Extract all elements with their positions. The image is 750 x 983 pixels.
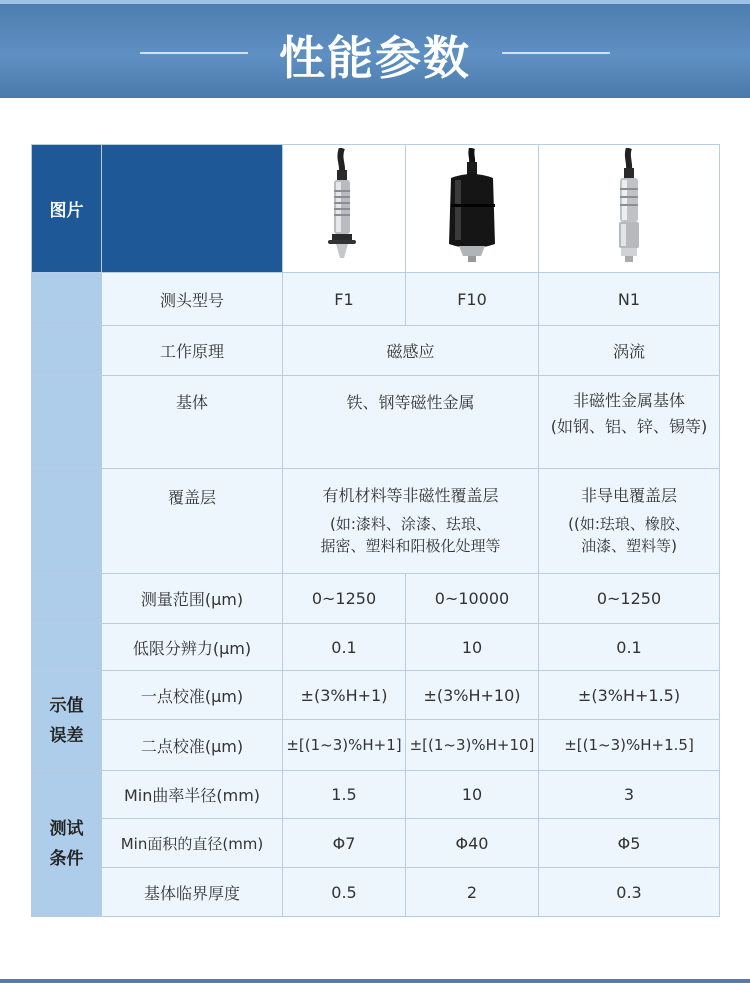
group-label-line: 条件 [49,848,84,869]
row-label: 基体临界厚度 [102,868,283,917]
table-row-picture [32,145,720,273]
cell-n1: 0~1250 [539,574,720,624]
cell-f10: 2 [406,868,539,917]
cell-n1: N1 [539,273,720,326]
row-label: 一点校准(μm) [102,671,283,720]
probe-f1-icon [314,148,374,266]
row-label: 二点校准(μm) [102,720,283,771]
picture-label: 图片 [32,145,102,273]
table-row [32,273,720,326]
cell-n1: Φ5 [539,819,720,868]
cell-line: 油漆、塑料等) [581,537,677,555]
table-row [32,624,720,671]
row-label: 测量范围(μm) [102,574,283,624]
cell-f10: 10 [406,771,539,819]
cell-f1: 0~1250 [283,574,406,624]
probe-f10-image [406,145,539,273]
table-row [32,376,720,469]
row-group-blank [32,574,102,624]
table-row [32,469,720,574]
cell-f10: F10 [406,273,539,326]
cell-n1: ±(3%H+1.5) [539,671,720,720]
cell-line: (如:漆料、涂漆、珐琅、 [330,515,491,533]
cell-line: 非磁性金属基体 [572,391,685,410]
picture-header-blank [102,145,283,273]
cell-eddy: 涡流 [539,326,720,376]
cell-line: (如钢、铝、锌、锡等) [550,417,708,436]
cell-n1: 0.1 [539,624,720,671]
cell-f10: 10 [406,624,539,671]
row-group-blank [32,624,102,671]
title-banner [0,0,750,98]
cell-line: 有机材料等非磁性覆盖层 [322,486,499,505]
cell-n1: ±[(1~3)%H+1.5] [539,720,720,771]
table-row [32,326,720,376]
table-row [32,771,720,819]
probe-f10-icon [437,148,507,266]
bottom-bar [0,979,750,983]
row-label: 基体 [102,376,283,469]
cell-n1: 0.3 [539,868,720,917]
table-row [32,574,720,624]
cell-eddy [539,469,720,574]
row-label: 工作原理 [102,326,283,376]
cell-f1: Φ7 [283,819,406,868]
table-row [32,720,720,771]
cell-f1: ±[(1~3)%H+1] [283,720,406,771]
row-label: Min曲率半径(mm) [102,771,283,819]
row-group-blank [32,376,102,469]
banner-right-line [502,52,610,54]
row-label: 覆盖层 [102,469,283,574]
cell-magnetic: 磁感应 [283,326,539,376]
cell-f10: ±[(1~3)%H+10] [406,720,539,771]
group-label-test [32,771,102,917]
cell-f1: ±(3%H+1) [283,671,406,720]
table-row [32,868,720,917]
row-label: 测头型号 [102,273,283,326]
row-label: Min面积的直径(mm) [102,819,283,868]
cell-line: 据密、塑料和阳极化处理等 [320,537,501,555]
group-label-line: 测试 [49,818,84,839]
row-group-blank [32,326,102,376]
page-title: 性能参数 [279,31,471,85]
cell-n1: 3 [539,771,720,819]
group-label-line: 示值 [49,695,84,716]
cell-magnetic [283,469,539,574]
cell-f10: ±(3%H+10) [406,671,539,720]
row-group-blank [32,273,102,326]
cell-f1: F1 [283,273,406,326]
cell-f10: Φ40 [406,819,539,868]
cell-line: 非导电覆盖层 [580,486,677,505]
cell-f1: 0.5 [283,868,406,917]
probe-n1-icon [599,148,659,266]
group-label-error [32,671,102,771]
spec-table [31,144,720,917]
probe-f1-image [283,145,406,273]
table-row [32,819,720,868]
row-label: 低限分辨力(μm) [102,624,283,671]
cell-magnetic: 铁、钢等磁性金属 [283,376,539,469]
cell-f10: 0~10000 [406,574,539,624]
cell-line: ((如:珐琅、橡胶、 [568,515,690,533]
group-label-line: 误差 [49,725,84,746]
row-group-blank [32,469,102,574]
cell-f1: 0.1 [283,624,406,671]
table-row [32,671,720,720]
cell-eddy [539,376,720,469]
probe-n1-image [539,145,720,273]
cell-f1: 1.5 [283,771,406,819]
